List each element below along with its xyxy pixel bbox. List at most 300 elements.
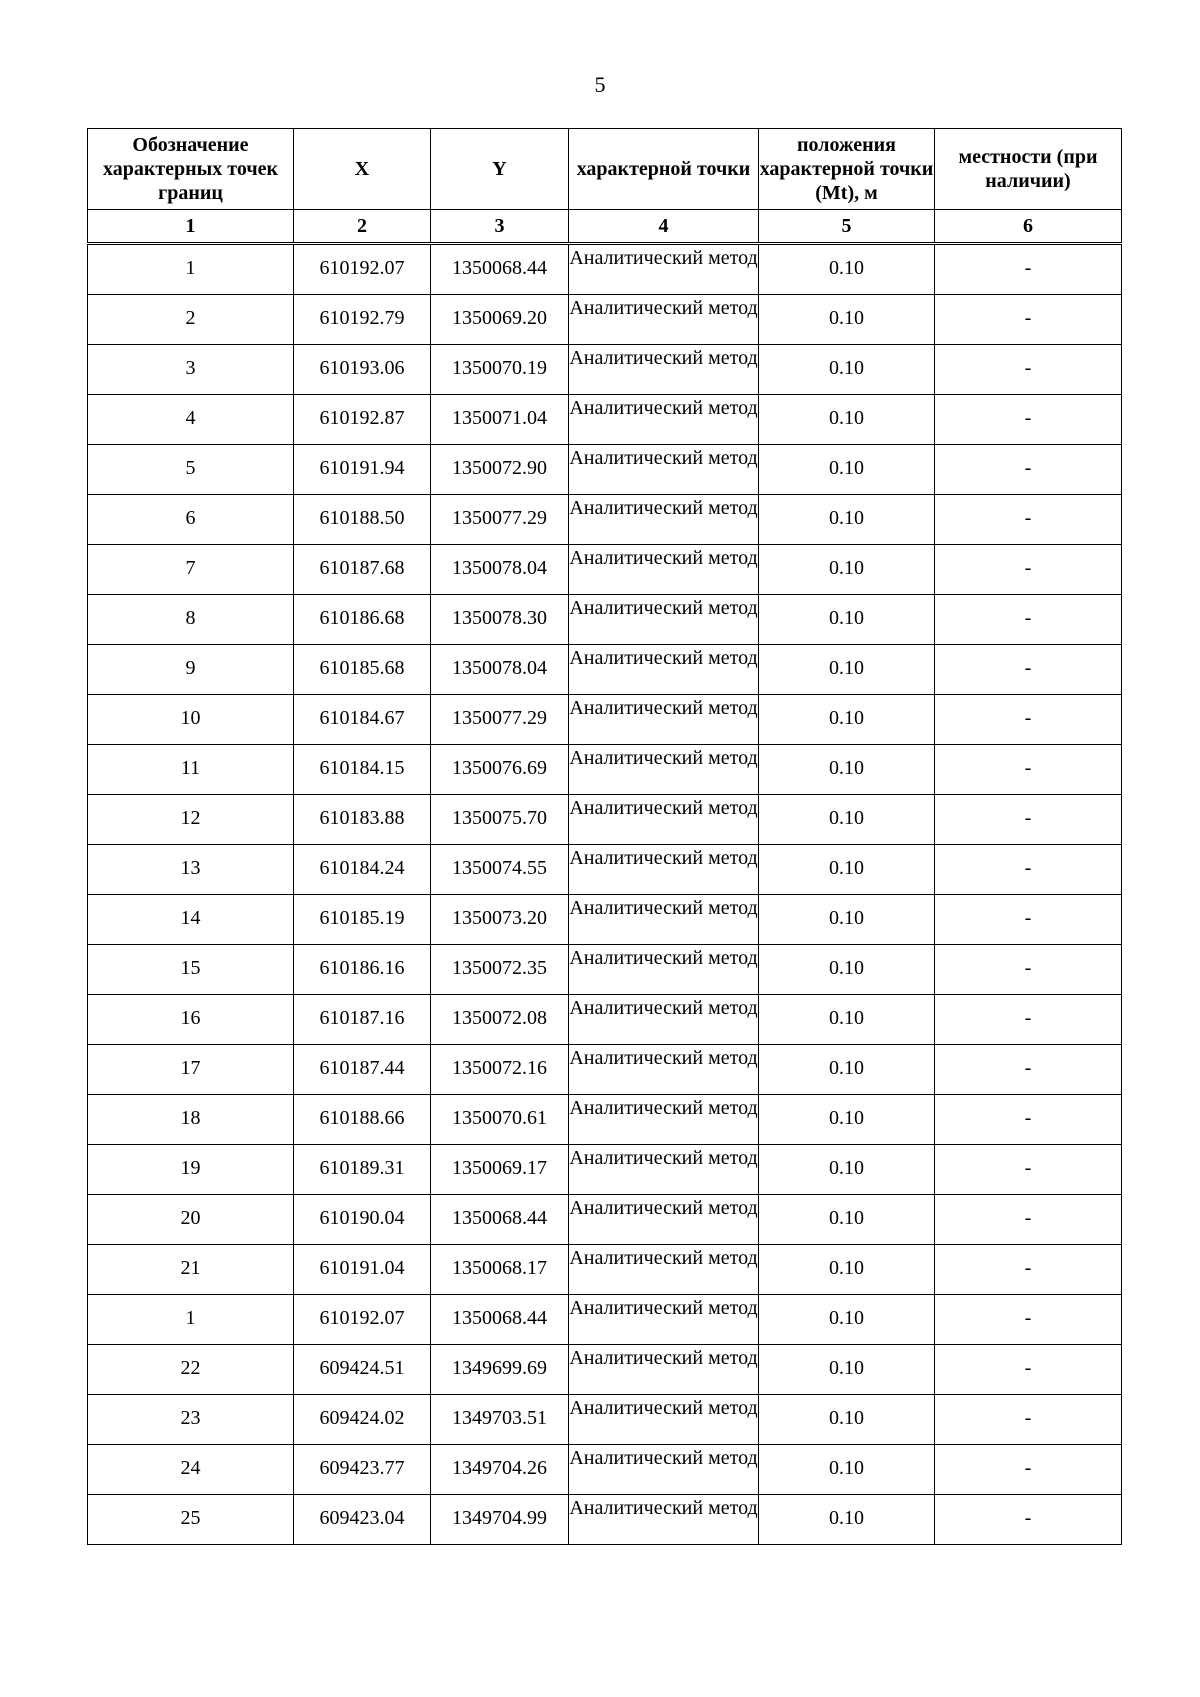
terrain-cell-text: - (1024, 1457, 1032, 1479)
terrain-cell-text: - (1024, 257, 1032, 279)
point-cell (88, 295, 294, 345)
x-cell (294, 1495, 431, 1545)
point-cell-text: 13 (180, 857, 201, 879)
table-row (88, 395, 1122, 445)
y-cell-text: 1349704.26 (452, 1457, 547, 1479)
point-cell (88, 645, 294, 695)
header-accuracy: положения характерной точки (Mt), м (759, 129, 935, 210)
method-cell (569, 945, 759, 995)
table-row (88, 1195, 1122, 1245)
table-row (88, 445, 1122, 495)
accuracy-cell-text: 0.10 (829, 807, 864, 829)
point-cell-text: 19 (180, 1157, 201, 1179)
terrain-cell-text: - (1024, 657, 1032, 679)
point-cell (88, 244, 294, 295)
y-cell (431, 1445, 569, 1495)
terrain-cell (935, 945, 1122, 995)
table-row (88, 1395, 1122, 1445)
x-cell-text: 610193.06 (319, 357, 405, 379)
x-cell (294, 645, 431, 695)
point-cell (88, 595, 294, 645)
terrain-cell (935, 1245, 1122, 1295)
accuracy-cell-text: 0.10 (829, 1507, 864, 1529)
point-cell (88, 995, 294, 1045)
column-number: 6 (935, 210, 1122, 244)
accuracy-cell-text: 0.10 (829, 1407, 864, 1429)
point-cell (88, 395, 294, 445)
method-cell (569, 745, 759, 795)
terrain-cell (935, 345, 1122, 395)
x-cell-text: 610188.66 (319, 1107, 405, 1129)
x-cell (294, 1295, 431, 1345)
x-cell (294, 595, 431, 645)
point-cell-text: 21 (180, 1257, 201, 1279)
point-cell-text: 6 (185, 507, 196, 529)
terrain-cell (935, 795, 1122, 845)
terrain-cell (935, 1345, 1122, 1395)
accuracy-cell-text: 0.10 (829, 1357, 864, 1379)
x-cell (294, 895, 431, 945)
x-cell (294, 244, 431, 295)
terrain-cell (935, 645, 1122, 695)
point-cell (88, 1245, 294, 1295)
point-cell-text: 24 (180, 1457, 201, 1479)
table-row (88, 645, 1122, 695)
x-cell-text: 610190.04 (319, 1207, 405, 1229)
column-number: 2 (294, 210, 431, 244)
accuracy-cell-text: 0.10 (829, 907, 864, 929)
x-cell-text: 610192.87 (319, 407, 405, 429)
accuracy-cell (759, 1045, 935, 1095)
method-cell-text: Аналитический метод (569, 1347, 758, 1369)
table-row (88, 845, 1122, 895)
y-cell (431, 1295, 569, 1345)
accuracy-cell (759, 495, 935, 545)
method-cell (569, 1045, 759, 1095)
terrain-cell (935, 445, 1122, 495)
terrain-cell (935, 895, 1122, 945)
x-cell-text: 610186.68 (319, 607, 405, 629)
method-cell-text: Аналитический метод (569, 747, 758, 769)
terrain-cell-text: - (1024, 957, 1032, 979)
x-cell-text: 610183.88 (319, 807, 405, 829)
terrain-cell-text: - (1024, 1507, 1032, 1529)
y-cell (431, 445, 569, 495)
page-number: 5 (594, 72, 606, 97)
y-cell (431, 1345, 569, 1395)
accuracy-cell (759, 1095, 935, 1145)
point-cell (88, 545, 294, 595)
x-cell-text: 609424.02 (319, 1407, 405, 1429)
terrain-cell (935, 495, 1122, 545)
accuracy-cell (759, 1445, 935, 1495)
point-cell (88, 795, 294, 845)
y-cell (431, 1495, 569, 1545)
accuracy-cell (759, 745, 935, 795)
x-cell-text: 610187.44 (319, 1057, 405, 1079)
table-row (88, 895, 1122, 945)
table-row (88, 1245, 1122, 1295)
y-cell-text: 1350070.61 (452, 1107, 547, 1129)
x-cell (294, 495, 431, 545)
table-row (88, 244, 1122, 295)
accuracy-cell-text: 0.10 (829, 1207, 864, 1229)
method-cell (569, 445, 759, 495)
method-cell (569, 345, 759, 395)
column-number: 3 (431, 210, 569, 244)
y-cell-text: 1350070.19 (452, 357, 547, 379)
y-cell-text: 1350068.44 (452, 257, 547, 279)
terrain-cell-text: - (1024, 1357, 1032, 1379)
accuracy-cell (759, 1345, 935, 1395)
accuracy-cell-text: 0.10 (829, 857, 864, 879)
terrain-cell-text: - (1024, 607, 1032, 629)
point-cell (88, 945, 294, 995)
x-cell (294, 995, 431, 1045)
x-cell-text: 610184.15 (319, 757, 405, 779)
point-cell (88, 1295, 294, 1345)
point-cell-text: 4 (185, 407, 196, 429)
terrain-cell (935, 244, 1122, 295)
x-cell (294, 295, 431, 345)
point-cell-text: 11 (180, 757, 201, 779)
point-cell (88, 1145, 294, 1195)
method-cell-text: Аналитический метод (569, 397, 758, 419)
y-cell (431, 945, 569, 995)
terrain-cell (935, 695, 1122, 745)
table-row (88, 1495, 1122, 1545)
point-cell-text: 3 (185, 357, 196, 379)
method-cell (569, 545, 759, 595)
accuracy-cell-text: 0.10 (829, 957, 864, 979)
point-cell-text: 5 (185, 457, 196, 479)
accuracy-cell-text: 0.10 (829, 1257, 864, 1279)
y-cell-text: 1350074.55 (452, 857, 547, 879)
point-cell-text: 1 (185, 1307, 196, 1329)
y-cell-text: 1349699.69 (452, 1357, 547, 1379)
accuracy-cell-text: 0.10 (829, 307, 864, 329)
table-row (88, 1295, 1122, 1345)
y-cell (431, 1045, 569, 1095)
header-x: X (294, 129, 431, 210)
column-number: 1 (88, 210, 294, 244)
x-cell (294, 1145, 431, 1195)
point-cell (88, 745, 294, 795)
y-cell (431, 695, 569, 745)
column-number: 5 (759, 210, 935, 244)
method-cell-text: Аналитический метод (569, 347, 758, 369)
y-cell-text: 1350072.35 (452, 957, 547, 979)
method-cell (569, 1145, 759, 1195)
y-cell-text: 1350078.30 (452, 607, 547, 629)
method-cell-text: Аналитический метод (569, 1047, 758, 1069)
method-cell (569, 1395, 759, 1445)
accuracy-cell (759, 695, 935, 745)
table-row (88, 995, 1122, 1045)
terrain-cell (935, 745, 1122, 795)
accuracy-cell (759, 345, 935, 395)
accuracy-cell (759, 895, 935, 945)
method-cell (569, 395, 759, 445)
x-cell (294, 395, 431, 445)
x-cell-text: 610191.94 (319, 457, 405, 479)
y-cell (431, 645, 569, 695)
accuracy-cell-text: 0.10 (829, 707, 864, 729)
point-cell-text: 10 (180, 707, 201, 729)
method-cell (569, 495, 759, 545)
y-cell-text: 1350077.29 (452, 707, 547, 729)
accuracy-cell-text: 0.10 (829, 1157, 864, 1179)
point-cell-text: 15 (180, 957, 201, 979)
x-cell (294, 1445, 431, 1495)
method-cell-text: Аналитический метод (569, 947, 758, 969)
terrain-cell (935, 1045, 1122, 1095)
method-cell-text: Аналитический метод (569, 247, 758, 269)
table-row (88, 1045, 1122, 1095)
y-cell-text: 1350073.20 (452, 907, 547, 929)
header-row (88, 129, 1122, 210)
accuracy-cell (759, 445, 935, 495)
point-cell (88, 1095, 294, 1145)
y-cell-text: 1350072.16 (452, 1057, 547, 1079)
y-cell (431, 1395, 569, 1445)
terrain-cell-text: - (1024, 357, 1032, 379)
accuracy-cell (759, 1195, 935, 1245)
point-cell-text: 16 (180, 1007, 201, 1029)
point-cell-text: 12 (180, 807, 201, 829)
x-cell (294, 545, 431, 595)
terrain-cell (935, 545, 1122, 595)
x-cell-text: 610184.67 (319, 707, 405, 729)
terrain-cell (935, 1295, 1122, 1345)
method-cell-text: Аналитический метод (569, 497, 758, 519)
y-cell (431, 1195, 569, 1245)
y-cell (431, 1245, 569, 1295)
method-cell-text: Аналитический метод (569, 1097, 758, 1119)
accuracy-cell-text: 0.10 (829, 557, 864, 579)
point-cell (88, 1345, 294, 1395)
method-cell-text: Аналитический метод (569, 797, 758, 819)
accuracy-cell-text: 0.10 (829, 507, 864, 529)
y-cell-text: 1350076.69 (452, 757, 547, 779)
table-row (88, 1145, 1122, 1195)
terrain-cell (935, 1495, 1122, 1545)
coordinates-table (87, 128, 1122, 1545)
terrain-cell-text: - (1024, 507, 1032, 529)
table-body (88, 244, 1122, 1545)
y-cell-text: 1350068.44 (452, 1307, 547, 1329)
terrain-cell-text: - (1024, 1257, 1032, 1279)
method-cell (569, 645, 759, 695)
table-row (88, 345, 1122, 395)
header-y: Y (431, 129, 569, 210)
x-cell (294, 745, 431, 795)
x-cell-text: 610188.50 (319, 507, 405, 529)
terrain-cell-text: - (1024, 1107, 1032, 1129)
x-cell-text: 609423.04 (319, 1507, 405, 1529)
method-cell (569, 1095, 759, 1145)
y-cell-text: 1349703.51 (452, 1407, 547, 1429)
terrain-cell-text: - (1024, 757, 1032, 779)
y-cell (431, 845, 569, 895)
y-cell-text: 1350078.04 (452, 657, 547, 679)
x-cell (294, 795, 431, 845)
accuracy-cell-text: 0.10 (829, 607, 864, 629)
x-cell (294, 445, 431, 495)
terrain-cell-text: - (1024, 807, 1032, 829)
y-cell (431, 995, 569, 1045)
method-cell (569, 1345, 759, 1395)
method-cell (569, 995, 759, 1045)
x-cell-text: 610192.07 (319, 1307, 405, 1329)
x-cell-text: 610185.68 (319, 657, 405, 679)
y-cell-text: 1350068.44 (452, 1207, 547, 1229)
y-cell (431, 395, 569, 445)
header-point-designation: Обозначение характерных точек границ (88, 129, 294, 210)
method-cell (569, 1195, 759, 1245)
header-terrain: местности (при наличии) (935, 129, 1122, 210)
x-cell-text: 610187.68 (319, 557, 405, 579)
x-cell (294, 1095, 431, 1145)
point-cell (88, 445, 294, 495)
terrain-cell-text: - (1024, 1407, 1032, 1429)
y-cell (431, 545, 569, 595)
table-row (88, 495, 1122, 545)
x-cell (294, 845, 431, 895)
table-row (88, 545, 1122, 595)
table-row (88, 745, 1122, 795)
method-cell (569, 244, 759, 295)
y-cell (431, 295, 569, 345)
table-row (88, 595, 1122, 645)
terrain-cell (935, 1145, 1122, 1195)
y-cell (431, 1095, 569, 1145)
method-cell-text: Аналитический метод (569, 1447, 758, 1469)
x-cell-text: 610191.04 (319, 1257, 405, 1279)
accuracy-cell-text: 0.10 (829, 1307, 864, 1329)
terrain-cell-text: - (1024, 307, 1032, 329)
point-cell (88, 1495, 294, 1545)
terrain-cell-text: - (1024, 407, 1032, 429)
accuracy-cell (759, 395, 935, 445)
column-number-row (88, 210, 1122, 244)
y-cell-text: 1350075.70 (452, 807, 547, 829)
terrain-cell (935, 1395, 1122, 1445)
terrain-cell (935, 1095, 1122, 1145)
table-row (88, 795, 1122, 845)
x-cell (294, 695, 431, 745)
x-cell-text: 610192.79 (319, 307, 405, 329)
terrain-cell-text: - (1024, 1007, 1032, 1029)
point-cell (88, 345, 294, 395)
x-cell (294, 945, 431, 995)
x-cell-text: 610187.16 (319, 1007, 405, 1029)
terrain-cell-text: - (1024, 1207, 1032, 1229)
terrain-cell-text: - (1024, 857, 1032, 879)
method-cell (569, 1295, 759, 1345)
method-cell (569, 795, 759, 845)
x-cell-text: 610192.07 (319, 257, 405, 279)
y-cell-text: 1350069.20 (452, 307, 547, 329)
point-cell (88, 1395, 294, 1445)
x-cell-text: 610186.16 (319, 957, 405, 979)
accuracy-cell-text: 0.10 (829, 357, 864, 379)
terrain-cell (935, 395, 1122, 445)
y-cell (431, 345, 569, 395)
x-cell-text: 609424.51 (319, 1357, 405, 1379)
method-cell-text: Аналитический метод (569, 847, 758, 869)
x-cell (294, 1245, 431, 1295)
y-cell (431, 1145, 569, 1195)
terrain-cell (935, 295, 1122, 345)
method-cell-text: Аналитический метод (569, 647, 758, 669)
accuracy-cell-text: 0.10 (829, 1107, 864, 1129)
accuracy-cell-text: 0.10 (829, 457, 864, 479)
point-cell (88, 1445, 294, 1495)
point-cell (88, 1045, 294, 1095)
accuracy-cell (759, 1145, 935, 1195)
method-cell-text: Аналитический метод (569, 697, 758, 719)
terrain-cell-text: - (1024, 1157, 1032, 1179)
method-cell-text: Аналитический метод (569, 1297, 758, 1319)
point-cell-text: 23 (180, 1407, 201, 1429)
accuracy-cell (759, 1395, 935, 1445)
header-method: характерной точки (569, 129, 759, 210)
accuracy-cell-text: 0.10 (829, 1057, 864, 1079)
y-cell (431, 495, 569, 545)
method-cell-text: Аналитический метод (569, 547, 758, 569)
method-cell-text: Аналитический метод (569, 1497, 758, 1519)
accuracy-cell-text: 0.10 (829, 407, 864, 429)
method-cell (569, 295, 759, 345)
y-cell-text: 1350072.08 (452, 1007, 547, 1029)
y-cell-text: 1350069.17 (452, 1157, 547, 1179)
point-cell-text: 17 (180, 1057, 201, 1079)
accuracy-cell (759, 1295, 935, 1345)
method-cell (569, 1495, 759, 1545)
method-cell-text: Аналитический метод (569, 1247, 758, 1269)
y-cell (431, 795, 569, 845)
point-cell (88, 895, 294, 945)
x-cell-text: 609423.77 (319, 1457, 405, 1479)
method-cell (569, 845, 759, 895)
x-cell-text: 610189.31 (319, 1157, 405, 1179)
x-cell (294, 1345, 431, 1395)
terrain-cell-text: - (1024, 557, 1032, 579)
accuracy-cell-text: 0.10 (829, 657, 864, 679)
y-cell-text: 1350077.29 (452, 507, 547, 529)
point-cell (88, 1195, 294, 1245)
accuracy-cell (759, 545, 935, 595)
terrain-cell-text: - (1024, 1307, 1032, 1329)
terrain-cell-text: - (1024, 1057, 1032, 1079)
terrain-cell-text: - (1024, 907, 1032, 929)
method-cell-text: Аналитический метод (569, 1147, 758, 1169)
table-row (88, 1345, 1122, 1395)
x-cell-text: 610184.24 (319, 857, 405, 879)
y-cell (431, 895, 569, 945)
accuracy-cell (759, 244, 935, 295)
accuracy-cell (759, 295, 935, 345)
method-cell-text: Аналитический метод (569, 897, 758, 919)
point-cell-text: 9 (185, 657, 196, 679)
x-cell (294, 345, 431, 395)
y-cell (431, 244, 569, 295)
accuracy-cell-text: 0.10 (829, 1457, 864, 1479)
point-cell-text: 14 (180, 907, 201, 929)
terrain-cell-text: - (1024, 457, 1032, 479)
method-cell-text: Аналитический метод (569, 997, 758, 1019)
